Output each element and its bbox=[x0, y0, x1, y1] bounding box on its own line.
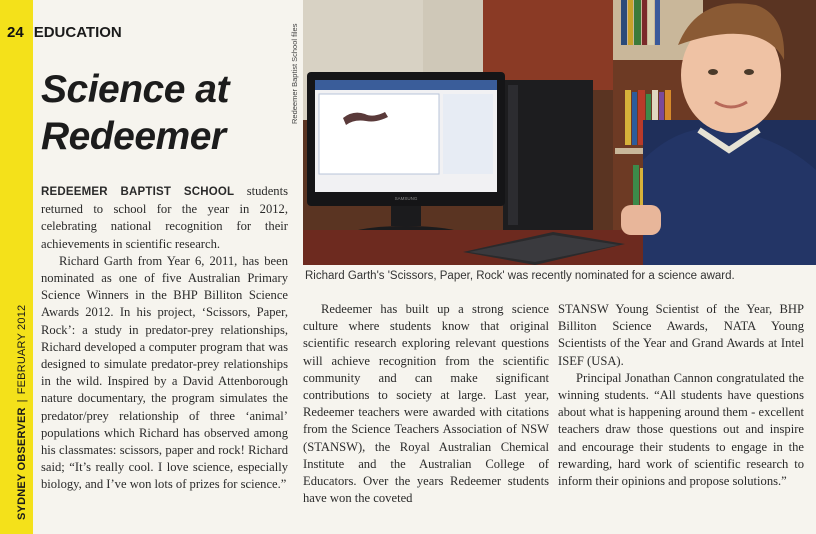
spine-label bbox=[16, 305, 28, 520]
page-header bbox=[7, 24, 122, 41]
section-title: EDUCATION bbox=[33, 24, 122, 41]
photo-illustration bbox=[303, 0, 816, 265]
monitor-brand: SAMSUNG bbox=[394, 196, 418, 201]
issue-date: FEBRUARY 2012 bbox=[16, 304, 28, 395]
article-column-1 bbox=[41, 183, 288, 494]
article-paragraph-richard: Richard Garth from Year 6, 2011, has been nominated as one of five Australian Primary Science Winners in the BHP Billiton Science Awards 2012. In his project, ‘Scissors, Paper, Rock’: a study in predator-prey relationships, Richard developed a computer program that was designed to simulate predator-prey relationships in the wild. Inspired by a David Attenborough nature documentary, the program simulates the predator/prey relationship of three ‘animal’ populations which Richard has observed among his classmates: scissors, paper and rock! Richard said; “It’s really cool. I love science, especially biology, and I’ve won lots of prizes for science.” bbox=[41, 253, 288, 492]
article-paragraph-intro bbox=[41, 183, 288, 253]
photo-credit: Redeemer Baptist School files bbox=[290, 23, 299, 124]
photo-caption: Richard Garth's 'Scissors, Paper, Rock' was recently nominated for a science award. bbox=[305, 270, 735, 282]
article-headline: Science at Redeemer bbox=[41, 68, 229, 158]
hand bbox=[621, 205, 661, 235]
article-paragraph-awards: STANSW Young Scientist of the Year, BHP Billiton Science Awards, NATA Young Scientists of the Year and Grand Awards at Intel ISEF (USA). bbox=[558, 302, 804, 368]
article-lead: REDEEMER BAPTIST SCHOOL bbox=[41, 186, 235, 198]
article-paragraph-principal: Principal Jonathan Cannon congratulated the winning students. “All students have questions about what is happening around them - excellent teachers draw those questions out and inspire and encourage their students to engage in the rewarding, hard work of scientific research to inform their opinions and propose solutions.” bbox=[558, 370, 804, 489]
spine-separator: | bbox=[16, 399, 28, 403]
spine-bar bbox=[0, 0, 33, 534]
article-intro-text: students returned to school for the year in 2012, celebrating national recognition for their achievements in scientific research. bbox=[41, 184, 288, 251]
article-column-3 bbox=[558, 301, 804, 490]
page-number: 24 bbox=[7, 24, 24, 41]
article-photo bbox=[303, 0, 816, 265]
article-column-2 bbox=[303, 301, 549, 507]
article-paragraph-culture: Redeemer has built up a strong science culture where students know that original scientific research exploring relevant questions will achieve recognition from the scientific community and can make significant contributions to society at large. Last year, Redeemer teachers were awarded with citations from the Science Teachers Association of NSW (STANSW), the Royal Australian Chemical Institute and the Australian College of Educators. Over the years Redeemer students have won the coveted bbox=[303, 302, 549, 506]
publication-name: SYDNEY OBSERVER bbox=[16, 407, 28, 520]
